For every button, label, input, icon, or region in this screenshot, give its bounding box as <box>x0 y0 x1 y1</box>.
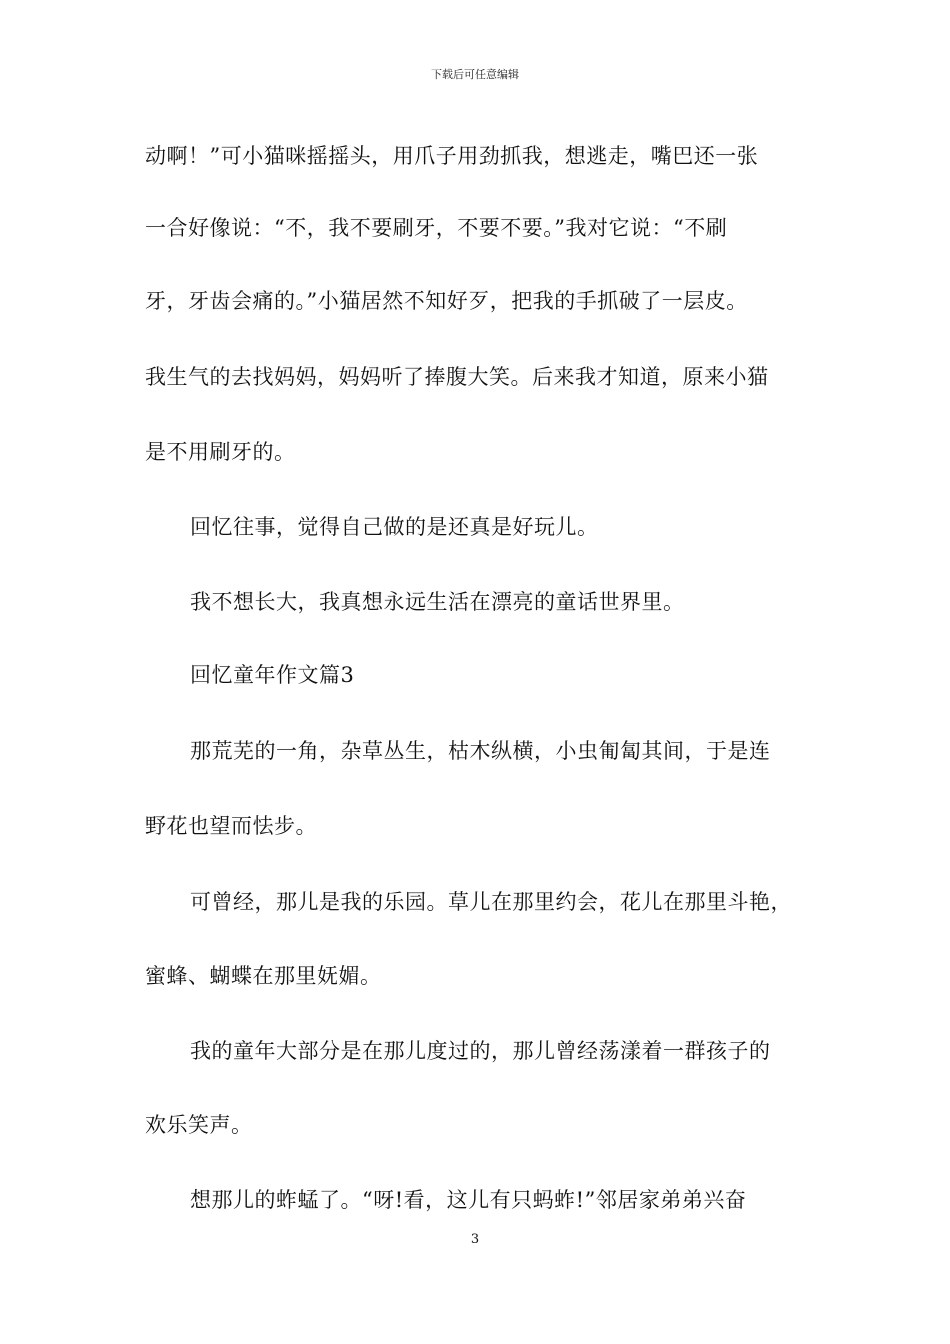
paragraph-line: 回忆往事，觉得自己做的是还真是好玩儿。 <box>190 515 599 539</box>
page-number: 3 <box>470 1232 480 1247</box>
body-line: 是不用刷牙的。 <box>145 440 296 464</box>
body-line: 牙，牙齿会痛的。”小猫居然不知好歹，把我的手抓破了一层皮。 <box>145 289 748 313</box>
paragraph-line: 我不想长大，我真想永远生活在漂亮的童话世界里。 <box>190 590 685 614</box>
paragraph-line: 想那儿的蚱蜢了。“呀!看，这儿有只蚂蚱!”邻居家弟弟兴奋 <box>190 1188 747 1212</box>
paragraph-line: 我的童年大部分是在那儿度过的，那儿曾经荡漾着一群孩子的 <box>190 1039 771 1063</box>
body-line: 动啊！”可小猫咪摇摇头，用爪子用劲抓我，想逃走，嘴巴还一张 <box>145 144 759 168</box>
paragraph-line: 那荒芜的一角，杂草丛生，枯木纵横，小虫匍匐其间，于是连 <box>190 739 771 763</box>
body-line: 欢乐笑声。 <box>145 1113 253 1137</box>
page-header: 下载后可任意编辑 <box>431 68 519 81</box>
section-heading: 回忆童年作文篇3 <box>190 663 355 687</box>
body-line: 一合好像说：“不，我不要刷牙，不要不要。”我对它说：“不刷 <box>145 216 728 240</box>
paragraph-line: 可曾经，那儿是我的乐园。草儿在那里约会，花儿在那里斗艳， <box>190 890 792 914</box>
body-line: 蜜蜂、蝴蝶在那里妩媚。 <box>145 964 382 988</box>
body-line: 野花也望而怯步。 <box>145 814 317 838</box>
body-line: 我生气的去找妈妈，妈妈听了捧腹大笑。后来我才知道，原来小猫 <box>145 365 769 389</box>
